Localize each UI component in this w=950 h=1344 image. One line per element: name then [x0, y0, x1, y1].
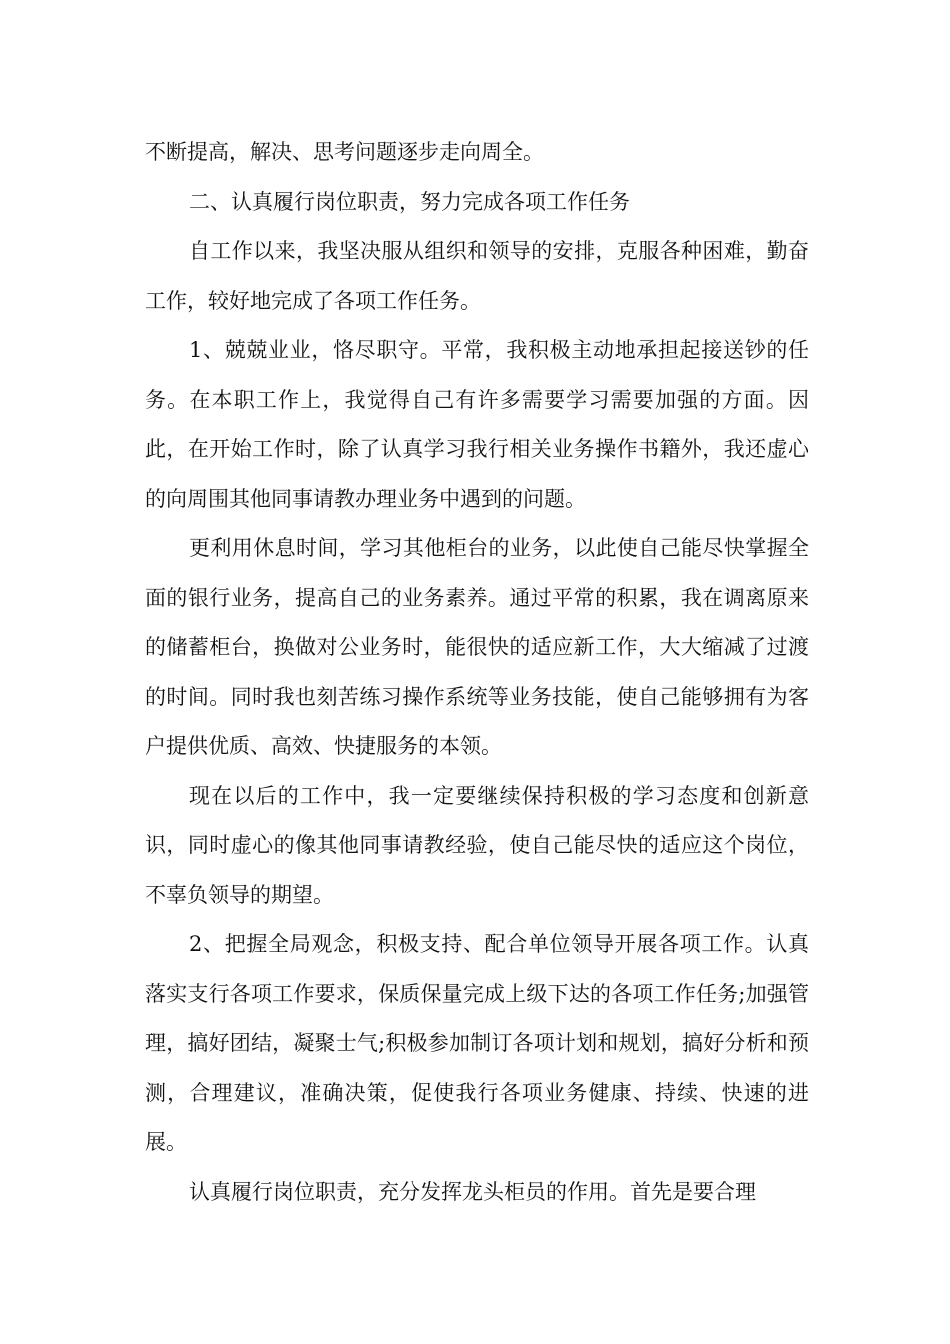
paragraph: 1、兢兢业业，恪尽职守。平常，我积极主动地承担起接送钞的任务。在本职工作上，我觉得自己有许多需要学习需要加强的方面。因此，在开始工作时，除了认真学习我行相关业务操作书籍外，我还虚心的向周围其他同事请教办理业务中遇到的问题。	[145, 338, 809, 511]
paragraph: 认真履行岗位职责，充分发挥龙头柜员的作用。首先是要合理	[189, 1179, 756, 1204]
paragraph: 更利用休息时间，学习其他柜台的业务，以此使自己能尽快掌握全面的银行业务，提高自己的业务素养。通过平常的积累，我在调离原来的储蓄柜台，换做对公业务时，能很快的适应新工作，大大缩减了过渡的时间。同时我也刻苦练习操作系统等业务技能，使自己能够拥有为客户提供优质、高效、快捷服务的本领。	[145, 536, 809, 758]
paragraph-continuation: 不断提高，解决、思考问题逐步走向周全。	[145, 140, 544, 164]
paragraph: 2、把握全局观念，积极支持、配合单位领导开展各项工作。认真落实支行各项工作要求，保质保量完成上级下达的各项工作任务;加强管理，搞好团结，凝聚士气;积极参加制订各项计划和规划，搞好分析和预测，合理建议，准确决策，促使我行各项业务健康、持续、快速的进展。	[145, 932, 809, 1154]
paragraph: 自工作以来，我坚决服从组织和领导的安排，克服各种困难，勤奋工作，较好地完成了各项工作任务。	[145, 239, 809, 313]
paragraph: 现在以后的工作中，我一定要继续保持积极的学习态度和创新意识，同时虚心的像其他同事请教经验，使自己能尽快的适应这个岗位，不辜负领导的期望。	[145, 783, 809, 907]
section-heading: 二、认真履行岗位职责，努力完成各项工作任务	[189, 189, 630, 214]
document-body	[145, 128, 809, 1217]
